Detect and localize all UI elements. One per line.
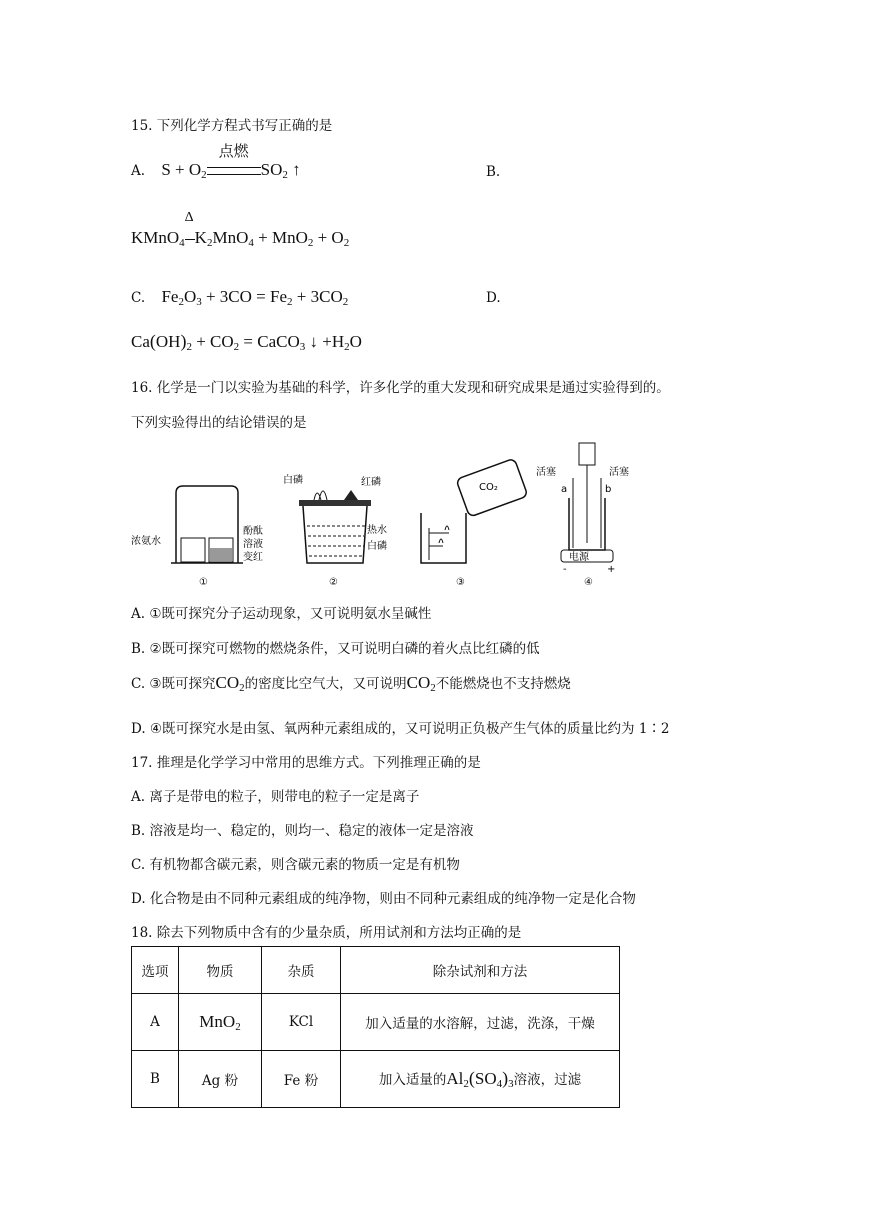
q17-option-b[interactable]: B. 溶液是均一、稳定的，则均一、稳定的液体一定是溶液 [131,823,474,839]
experiment-1 [131,486,263,588]
label-solution: 溶液 [243,539,263,550]
q16-option-c[interactable]: C. ③既可探究$CO_2$的密度比空气大，又可说明$CO_2$不能燃烧也不支持燃烧 [131,673,571,694]
experiment-2 [283,473,387,588]
q18-table [131,946,620,1108]
equation-a: $S + O_2$ 点燃 $SO_2$ ↑ [161,160,300,179]
label-valve-right: 活塞 [609,467,629,478]
header-option: 选项 [132,947,179,994]
option-text: 的密度比空气大，又可说明 [244,676,407,692]
label-red-phosphorus: 红磷 [361,477,381,488]
header-method: 除杂试剂和方法 [341,947,620,994]
label-phenolphthalein: 酚酞 [243,526,263,537]
q16-option-d[interactable]: D. ④既可探究水是由氢、氧两种元素组成的，又可说明正负极产生气体的质量比约为 1∶2 [131,721,670,737]
equation-b: KMnO$_4$ Δ $K_2MnO_4 + MnO_2 + O_2$ [131,210,350,249]
q15-option-d-label[interactable]: D. [486,290,501,306]
cell-impurity: KCl [262,994,341,1051]
experiment-figure [131,438,641,588]
label-minus: - [563,564,567,575]
cell-substance: Ag 粉 [179,1051,262,1108]
q17-option-a[interactable]: A. 离子是带电的粒子，则带电的粒子一定是离子 [131,789,420,805]
method-text: 溶液，过滤 [513,1072,582,1088]
label-valve-left: 活塞 [536,467,556,478]
label-b: b [605,484,612,495]
q18-title: 18. 除去下列物质中含有的少量杂质，所用试剂和方法均正确的是 [131,925,522,941]
header-impurity: 杂质 [262,947,341,994]
label-hot-water: 热水 [367,525,387,536]
label-exp3: ③ [456,577,465,588]
label-white-phosphorus: 白磷 [283,475,303,486]
label-power: 电源 [569,552,589,563]
option-text: C. ③既可探究 [131,676,216,692]
cell-option: A [132,994,179,1051]
q16-line2: 下列实验得出的结论错误的是 [131,415,307,431]
label-exp1: ① [199,577,208,588]
label-ammonia: 浓氨水 [131,536,161,547]
label-a: a [561,484,568,495]
q15-title: 15. 下列化学方程式书写正确的是 [131,118,333,134]
label-exp4: ④ [584,577,593,588]
cell-impurity: Fe 粉 [262,1051,341,1108]
label-plus: + [607,564,616,575]
option-label: A. [131,163,146,179]
header-substance: 物质 [179,947,262,994]
q16-option-b[interactable]: B. ②既可探究可燃物的燃烧条件，又可说明白磷的着火点比红磷的低 [131,641,540,657]
cell-method: 加入适量的水溶解，过滤，洗涤，干燥 [341,994,620,1051]
equation-d: $Ca(OH)_2 + CO_2$ = CaCO$_3$ ↓ $+H_2O$ [131,331,362,353]
q15-option-b-label[interactable]: B. [486,164,501,180]
experiment-4 [536,443,629,588]
q17-title: 17. 推理是化学学习中常用的思维方式。下列推理正确的是 [131,755,481,771]
method-text: 加入适量的 [378,1072,447,1088]
condition-ignite: 点燃 [218,144,249,160]
label-exp2: ② [329,577,338,588]
equation-c: $Fe_2O_3 + 3CO = Fe_2 + 3CO_2$ [161,287,349,308]
option-label: C. [131,290,146,306]
experiment-3 [421,458,528,588]
q17-option-c[interactable]: C. 有机物都含碳元素，则含碳元素的物质一定是有机物 [131,857,460,873]
label-co2: CO₂ [479,482,498,493]
q17-option-d[interactable]: D. 化合物是由不同种元素组成的纯净物，则由不同种元素组成的纯净物一定是化合物 [131,891,636,907]
cell-option: B [132,1051,179,1108]
table-row [132,1051,620,1108]
table-row [132,994,620,1051]
label-turns-red: 变红 [243,552,263,563]
q15-option-a[interactable] [131,144,301,181]
label-white-phosphorus-2: 白磷 [367,541,387,552]
cell-substance: MnO$_2$ [179,994,262,1051]
q16-option-a[interactable]: A. ①既可探究分子运动现象，又可说明氨水呈碱性 [131,606,432,622]
option-text: 不能燃烧也不支持燃烧 [435,676,571,692]
cell-method: 加入适量的$Al_2(SO_4)_3$溶液，过滤 [341,1051,620,1108]
condition-heat: Δ [184,210,194,225]
q15-option-c[interactable] [131,287,348,308]
q16-line1: 16. 化学是一门以实验为基础的科学，许多化学的重大发现和研究成果是通过实验得到的。 [131,380,670,396]
